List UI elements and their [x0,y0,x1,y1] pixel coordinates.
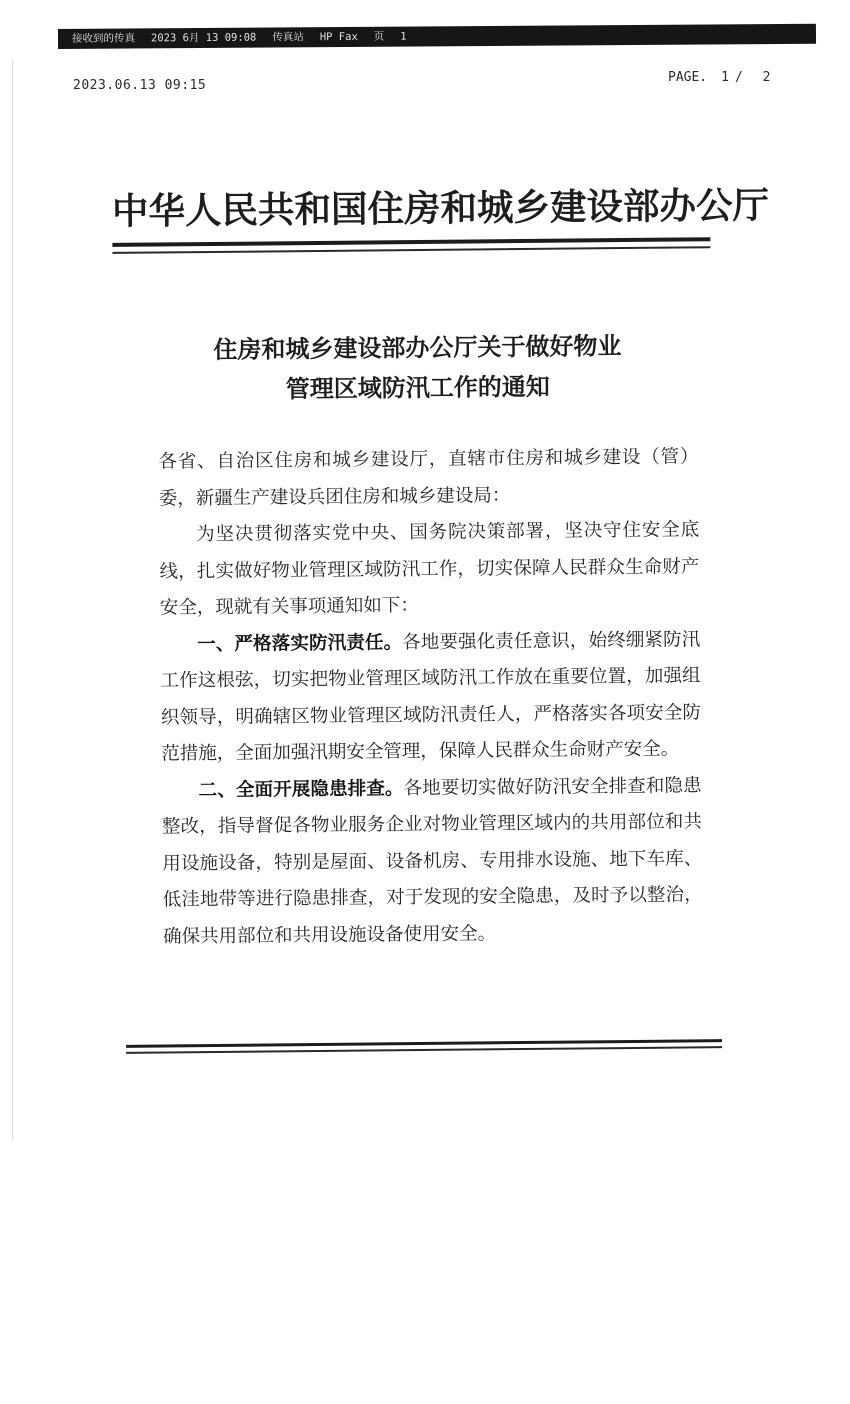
document-title-line2: 管理区域防汛工作的通知 [285,371,550,404]
document-title-line1: 住房和城乡建设部办公厅关于做好物业 [213,331,622,364]
section-2-heading: 二、全面开展隐患排查。 [198,777,404,801]
page-indicator-label: PAGE. [668,70,708,85]
section-1-heading: 一、严格落实防汛责任。 [197,631,403,655]
section-1 [160,622,701,773]
footer-rule-thin [126,1046,722,1053]
section-2 [161,768,703,956]
fax-timestamp: 2023.06.13 09:15 [73,78,207,93]
intro-paragraph: 为坚决贯彻落实党中央、国务院决策部署，坚决守住安全底线，扎实做好物业管理区域防汛工作，切实保障人民群众生命财产安全，现就有关事项通知如下： [159,519,700,619]
section-2-text: 各地要切实做好防汛安全排查和隐患整改，指导督促各物业服务企业对物业管理区域内的共用部位和共用设施设备，特别是屋面、设备机房、专用排水设施、地下车库、低洼地带等进行隐患排查，对于发现的安全隐患，及时予以整治，确保共用部位和共用设施设备使用安全。 [161,774,703,947]
fax-sender-label: 传真站 [272,31,304,44]
fax-sender-value: HP Fax [319,30,358,44]
addressee: 各省、自治区住房和城乡建设厅，直辖市住房和城乡建设（管）委，新疆生产建设兵团住房和城乡建设局： [158,446,699,510]
fax-page-number: 1 [400,30,407,43]
document-body-text [158,439,703,955]
fax-page-label: 页 [373,30,385,43]
fax-received-label: 接收到的传真 [71,32,136,45]
fax-received-time: 2023 6月 13 09:08 [150,31,257,45]
letterhead-title: 中华人民共和国住房和城乡建设部办公厅 [111,183,770,233]
letterhead-rule-thin [112,246,710,253]
section-1-text: 各地要强化责任意识，始终绷紧防汛工作这根弦，切实把物业管理区域防汛工作放在重要位置，加强组织领导，明确辖区物业管理区域防汛责任人，严格落实各项安全防范措施，全面加强汛期安全管理，保障人民群众生命财产安全。 [160,628,701,765]
letterhead-rule-thick [112,237,710,247]
document-title [127,325,708,411]
page-indicator-value: 1/ 2 [721,70,777,85]
